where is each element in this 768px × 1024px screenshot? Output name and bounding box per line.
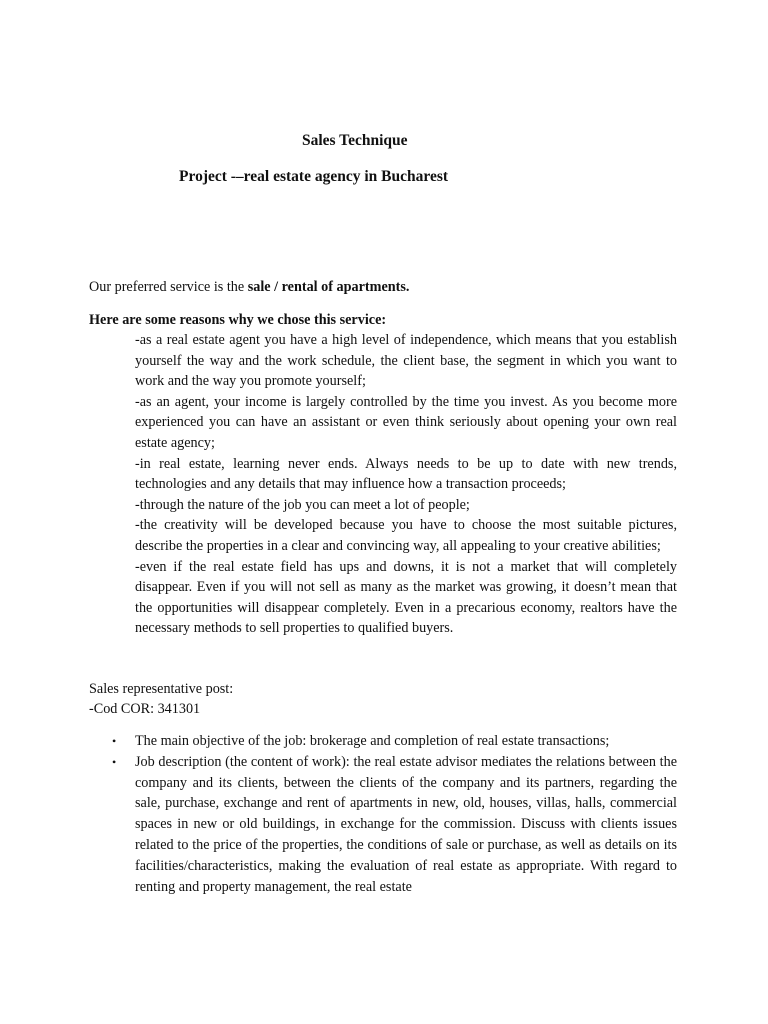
reasons-heading: Here are some reasons why we chose this service: <box>89 312 387 328</box>
reason-item: -as an agent, your income is largely controlled by the time you invest. As you become more experienced you can have an assistant or even think seriously about opening your own real estate agency; <box>135 393 677 451</box>
job-bullet-list <box>89 731 677 897</box>
intro-emphasis: sale / rental of apartments. <box>247 279 410 295</box>
post-label: Sales representative post: <box>89 681 234 697</box>
cod-cor: -Cod COR: 341301 <box>89 701 201 717</box>
bullet-text: The main objective of the job: brokerage and completion of real estate transactions; <box>135 733 610 749</box>
reason-item: -as a real estate agent you have a high level of independence, which means that you establish yourself the way and the work schedule, the client base, the segment in which you want to work and the way you promote yourself; <box>135 332 677 390</box>
bullet-item <box>89 731 677 752</box>
reason-item: -through the nature of the job you can meet a lot of people; <box>135 496 470 513</box>
document-subtitle: Project -–real estate agency in Bucharest <box>179 168 449 185</box>
reasons-list <box>135 330 677 639</box>
reason-item: -in real estate, learning never ends. Always needs to be up to date with new trends, technologies and any details that may influence how a transaction proceeds; <box>135 455 677 493</box>
reason-item: -even if the real estate field has ups and downs, it is not a market that will completely disappear. Even if you will not sell as many as the market was growing, it doesn’t mean that the opportunities will disappear completely. Even in a precarious economy, realtors have the necessary methods to sell properties to qualified buyers. <box>135 558 677 637</box>
bullet-item <box>89 752 677 898</box>
bullet-icon: • <box>112 734 117 748</box>
reason-item: -the creativity will be developed because you have to choose the most suitable pictures, describe the properties in a clear and convincing way, all appealing to your creative abilities; <box>135 517 677 554</box>
bullet-text: Job description (the content of work): the real estate advisor mediates the relations between the company and its clients, between the clients of the company and its partners, regarding the sale, purchase, exchange and rent of apartments in new, old, houses, villas, halls, commercial spaces in new or old buildings, in exchange for the commission. Discuss with clients issues related to the price of the properties, the conditions of sale or purchase, as well as details on its facilities/characteristics, making the evaluation of real estate as appropriate. With regard to renting and property management, the real estate <box>135 753 677 895</box>
intro-paragraph <box>89 277 409 297</box>
document-title: Sales Technique <box>302 132 408 149</box>
intro-text: Our preferred service is the <box>89 279 248 295</box>
bullet-icon: • <box>112 754 117 769</box>
